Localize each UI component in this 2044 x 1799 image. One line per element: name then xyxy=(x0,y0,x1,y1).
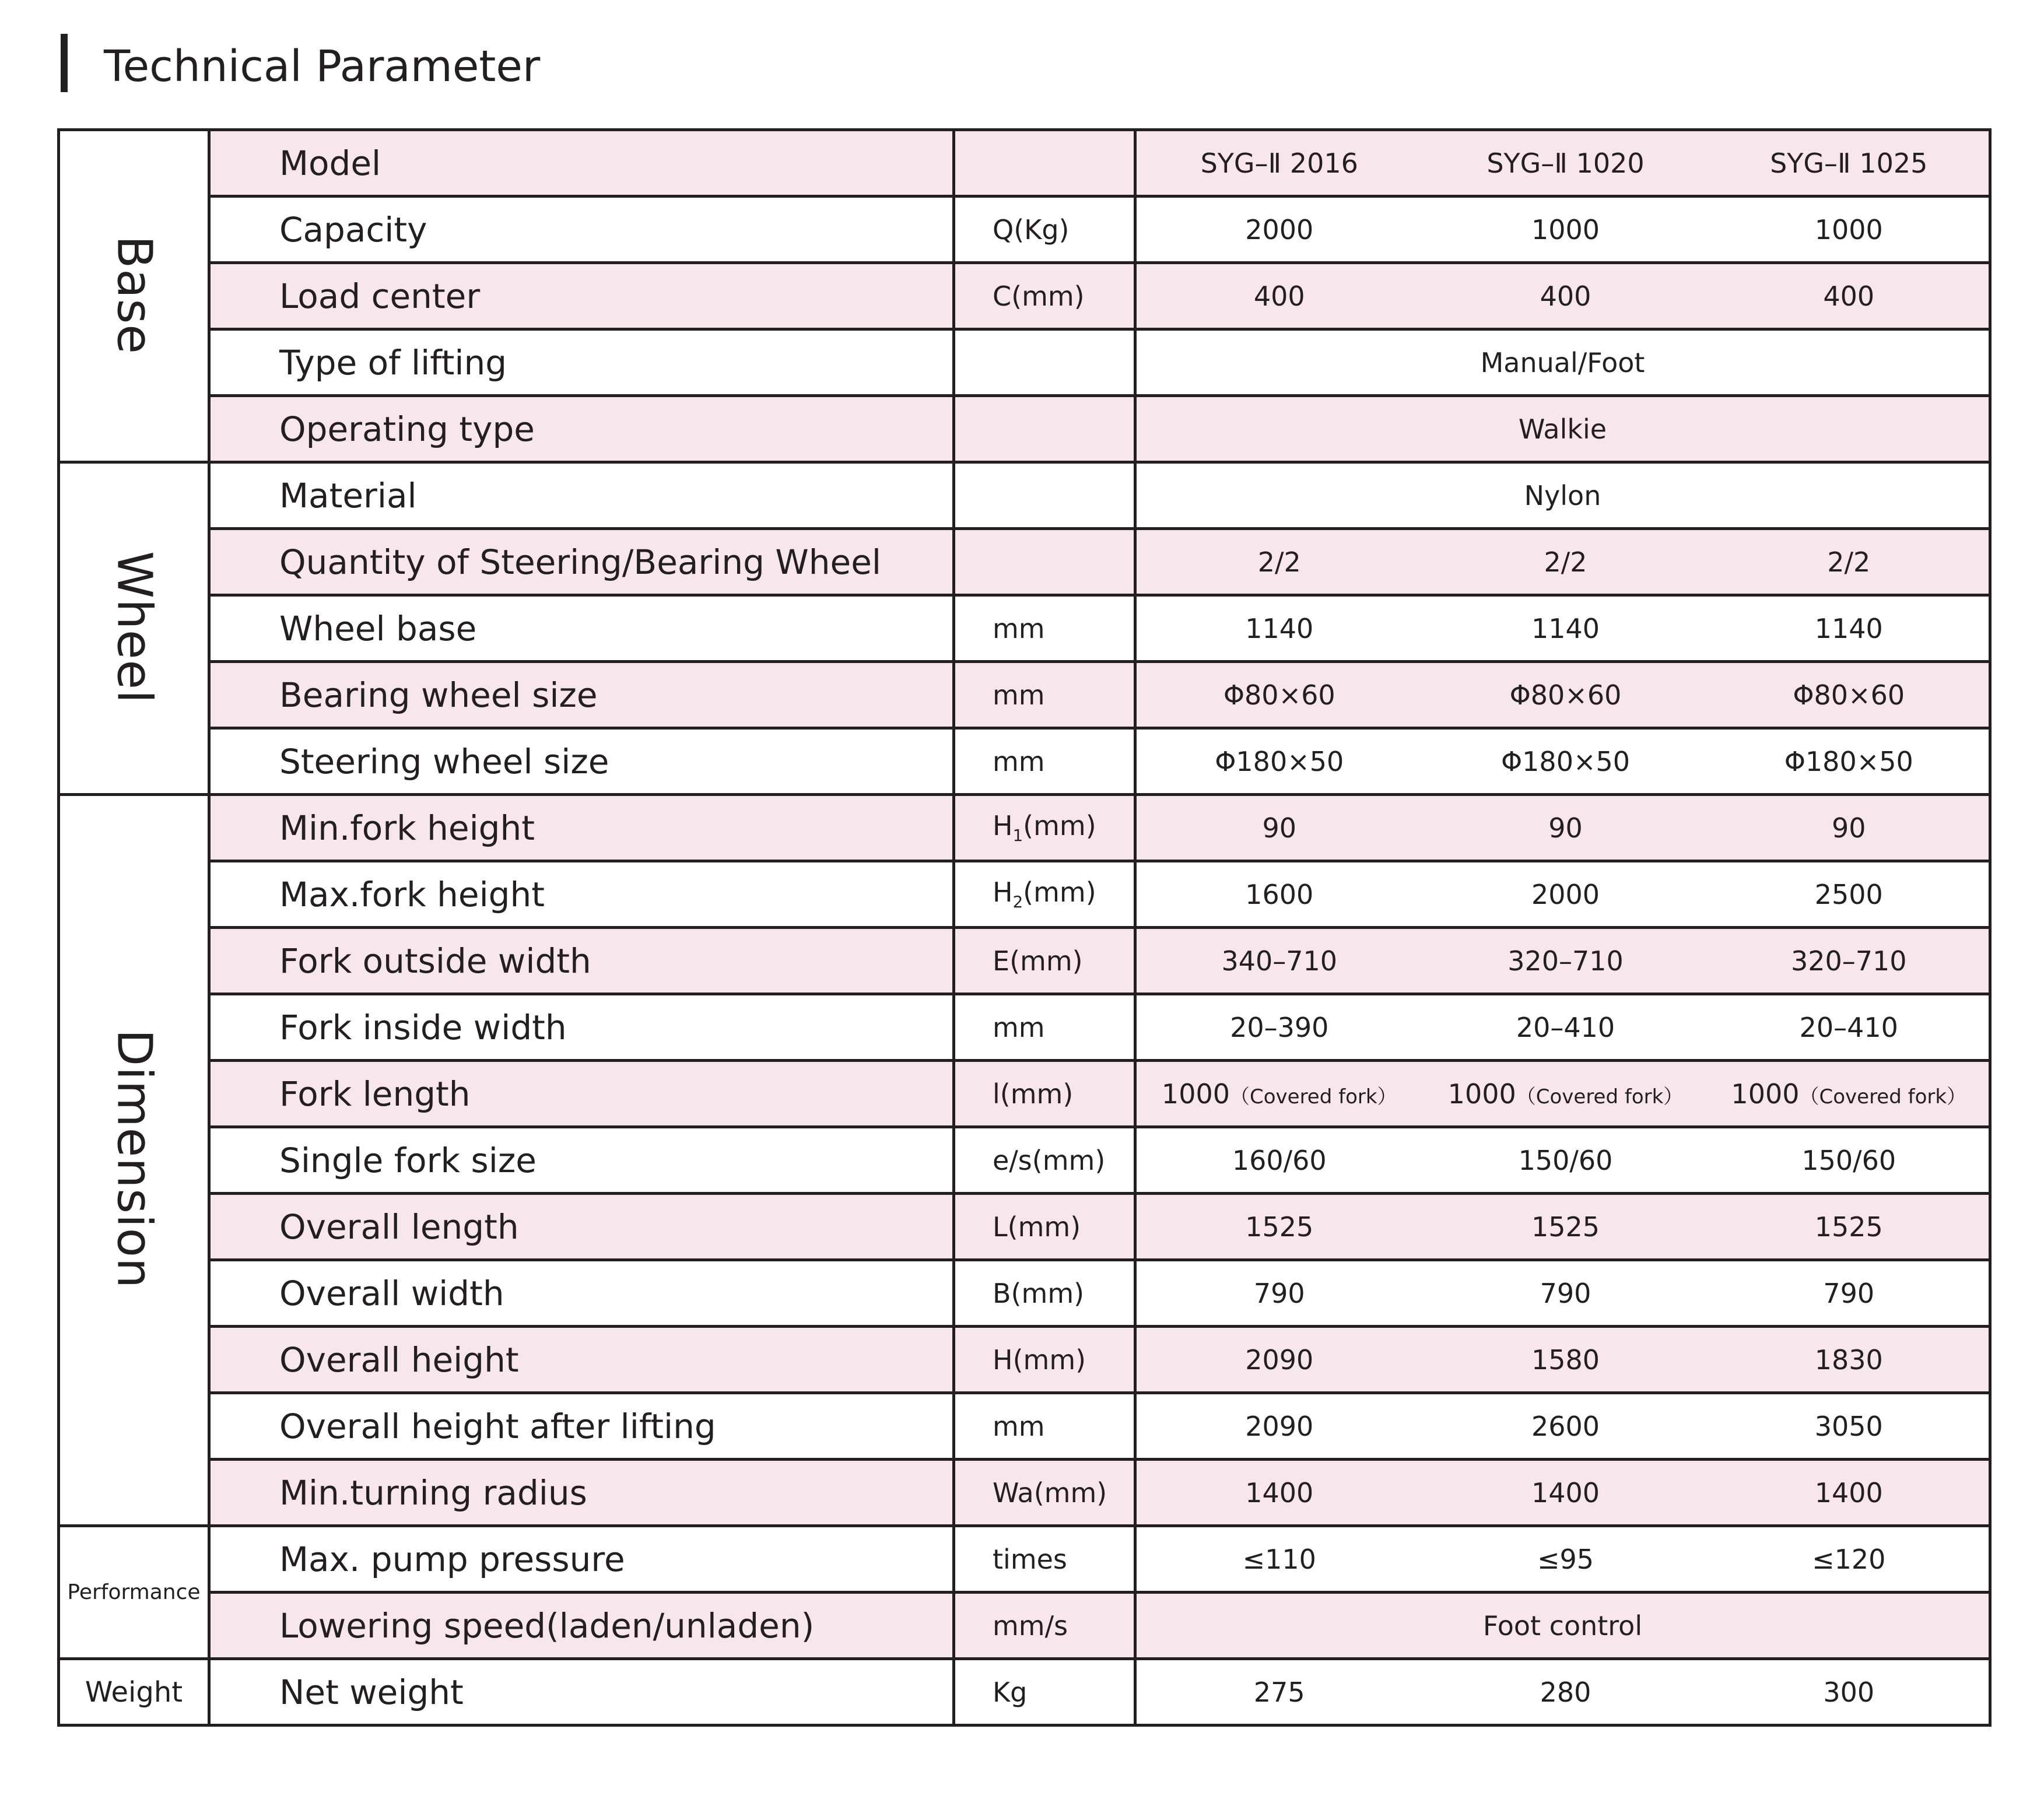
table-row-overall-height-after-lifting xyxy=(59,1393,1990,1460)
cell-value: 2000 xyxy=(1422,861,1709,928)
row-label: Overall length xyxy=(209,1194,954,1260)
cell-value: 90 xyxy=(1422,795,1709,861)
row-label: Capacity xyxy=(209,197,954,263)
cell-value: 400 xyxy=(1422,263,1709,329)
group-wheel xyxy=(59,462,209,795)
table-row-overall-height xyxy=(59,1327,1990,1393)
row-label: Min.turning radius xyxy=(209,1460,954,1526)
row-label: Operating type xyxy=(209,396,954,462)
cell-value: 790 xyxy=(1709,1260,1990,1327)
row-unit: C(mm) xyxy=(954,263,1135,329)
cell-value: 2/2 xyxy=(1709,529,1990,595)
cell-value: 1400 xyxy=(1135,1460,1422,1526)
cell-value: 20–410 xyxy=(1709,994,1990,1061)
cell-value: 400 xyxy=(1709,263,1990,329)
cell-value: 160/60 xyxy=(1135,1127,1422,1194)
row-unit: mm xyxy=(954,1393,1135,1460)
row-unit: mm xyxy=(954,728,1135,795)
cell-value: 1830 xyxy=(1709,1327,1990,1393)
model-header-2: SYG–Ⅱ 1020 xyxy=(1422,130,1709,197)
table-row-fork-inside-width xyxy=(59,994,1990,1061)
table-row-steering-wheel-size xyxy=(59,728,1990,795)
cell-value: 280 xyxy=(1422,1659,1709,1726)
title-accent-bar xyxy=(61,34,68,92)
row-label: Quantity of Steering/Bearing Wheel xyxy=(209,529,954,595)
table-row-load-center xyxy=(59,263,1990,329)
cell-value-merged: Manual/Foot xyxy=(1135,329,1990,396)
row-unit: Wa(mm) xyxy=(954,1460,1135,1526)
cell-value-merged: Walkie xyxy=(1135,396,1990,462)
cell-value: 1140 xyxy=(1135,595,1422,662)
cell-value: 1000（Covered fork） xyxy=(1709,1061,1990,1127)
table-row-material xyxy=(59,462,1990,529)
cell-value: 1600 xyxy=(1135,861,1422,928)
row-label: Min.fork height xyxy=(209,795,954,861)
cell-value: 320–710 xyxy=(1709,928,1990,994)
row-unit xyxy=(954,329,1135,396)
cell-value: 20–410 xyxy=(1422,994,1709,1061)
table-row-bearing-wheel-size xyxy=(59,662,1990,728)
group-weight xyxy=(59,1659,209,1726)
row-unit: $H_1(mm)$ xyxy=(954,795,1135,861)
row-label: Net weight xyxy=(209,1659,954,1726)
row-label: Overall height after lifting xyxy=(209,1393,954,1460)
cell-value: 2/2 xyxy=(1422,529,1709,595)
row-label: Steering wheel size xyxy=(209,728,954,795)
cell-value: 340–710 xyxy=(1135,928,1422,994)
cell-value: 150/60 xyxy=(1422,1127,1709,1194)
table-row-model xyxy=(59,130,1990,197)
cell-value: 300 xyxy=(1709,1659,1990,1726)
cell-value: 1000 xyxy=(1709,197,1990,263)
cell-value: 1400 xyxy=(1422,1460,1709,1526)
cell-value: 2000 xyxy=(1135,197,1422,263)
technical-parameter-table xyxy=(57,128,1992,1727)
cell-value: 2/2 xyxy=(1135,529,1422,595)
table-row-net-weight xyxy=(59,1659,1990,1726)
model-header-1: SYG–Ⅱ 2016 xyxy=(1135,130,1422,197)
group-label-dimension: Dimension xyxy=(106,1029,162,1289)
cell-value: Φ180×50 xyxy=(1135,728,1422,795)
cell-value: 90 xyxy=(1709,795,1990,861)
cell-value: 790 xyxy=(1135,1260,1422,1327)
row-label: Overall height xyxy=(209,1327,954,1393)
row-label: Material xyxy=(209,462,954,529)
row-label: Model xyxy=(209,130,954,197)
row-label: Fork outside width xyxy=(209,928,954,994)
group-label-performance: Performance xyxy=(67,1580,201,1604)
cell-value: 2090 xyxy=(1135,1393,1422,1460)
cell-value: ≤120 xyxy=(1709,1526,1990,1593)
row-unit: mm xyxy=(954,595,1135,662)
cell-value: 1000 xyxy=(1422,197,1709,263)
table-row-fork-outside-width xyxy=(59,928,1990,994)
cell-value: 3050 xyxy=(1709,1393,1990,1460)
row-unit: l(mm) xyxy=(954,1061,1135,1127)
cell-value: ≤110 xyxy=(1135,1526,1422,1593)
cell-value: Φ80×60 xyxy=(1422,662,1709,728)
row-label: Max. pump pressure xyxy=(209,1526,954,1593)
covered-fork-note: （Covered fork） xyxy=(1230,1085,1397,1109)
cell-value: 1140 xyxy=(1709,595,1990,662)
cell-value: 1580 xyxy=(1422,1327,1709,1393)
row-label: Fork length xyxy=(209,1061,954,1127)
cell-value: 275 xyxy=(1135,1659,1422,1726)
cell-value: 20–390 xyxy=(1135,994,1422,1061)
row-unit xyxy=(954,396,1135,462)
row-unit xyxy=(954,529,1135,595)
table-row-min-fork-height xyxy=(59,795,1990,861)
cell-value: Φ180×50 xyxy=(1422,728,1709,795)
cell-value: Φ180×50 xyxy=(1709,728,1990,795)
cell-value: 1400 xyxy=(1709,1460,1990,1526)
cell-value-merged: Foot control xyxy=(1135,1593,1990,1659)
table-row-lowering-speed xyxy=(59,1593,1990,1659)
table-row-fork-length xyxy=(59,1061,1990,1127)
row-label: Wheel base xyxy=(209,595,954,662)
cell-value: ≤95 xyxy=(1422,1526,1709,1593)
table-row-max-fork-height xyxy=(59,861,1990,928)
cell-value: 320–710 xyxy=(1422,928,1709,994)
cell-value: 1000（Covered fork） xyxy=(1135,1061,1422,1127)
table-row-overall-width xyxy=(59,1260,1990,1327)
group-label-weight: Weight xyxy=(85,1675,183,1709)
row-unit: e/s(mm) xyxy=(954,1127,1135,1194)
table-row-min-turning-radius xyxy=(59,1460,1990,1526)
row-unit xyxy=(954,462,1135,529)
row-label: Max.fork height xyxy=(209,861,954,928)
cell-value: Φ80×60 xyxy=(1135,662,1422,728)
row-unit: mm/s xyxy=(954,1593,1135,1659)
covered-fork-note: （Covered fork） xyxy=(1799,1085,1967,1109)
row-label: Single fork size xyxy=(209,1127,954,1194)
cell-value: 1525 xyxy=(1422,1194,1709,1260)
cell-value: Φ80×60 xyxy=(1709,662,1990,728)
cell-value: 1000（Covered fork） xyxy=(1422,1061,1709,1127)
group-label-base: Base xyxy=(106,235,162,355)
cell-value: 1525 xyxy=(1709,1194,1990,1260)
cell-value: 1140 xyxy=(1422,595,1709,662)
table-row-type-of-lifting xyxy=(59,329,1990,396)
cell-value: 790 xyxy=(1422,1260,1709,1327)
row-label: Load center xyxy=(209,263,954,329)
cell-value: 150/60 xyxy=(1709,1127,1990,1194)
model-header-3: SYG–Ⅱ 1025 xyxy=(1709,130,1990,197)
table-row-capacity xyxy=(59,197,1990,263)
group-dimension xyxy=(59,795,209,1526)
row-unit xyxy=(954,130,1135,197)
row-unit: mm xyxy=(954,994,1135,1061)
row-unit: Q(Kg) xyxy=(954,197,1135,263)
row-unit: times xyxy=(954,1526,1135,1593)
row-label: Lowering speed(laden/unladen) xyxy=(209,1593,954,1659)
cell-value: 2090 xyxy=(1135,1327,1422,1393)
row-unit: $H_2(mm)$ xyxy=(954,861,1135,928)
table-row-operating-type xyxy=(59,396,1990,462)
cell-value: 1525 xyxy=(1135,1194,1422,1260)
row-unit: H(mm) xyxy=(954,1327,1135,1393)
row-unit: B(mm) xyxy=(954,1260,1135,1327)
group-base xyxy=(59,130,209,462)
page-title: Technical Parameter xyxy=(104,41,541,92)
table-row-single-fork-size xyxy=(59,1127,1990,1194)
table-row-max-pump-pressure xyxy=(59,1526,1990,1593)
table-row-overall-length xyxy=(59,1194,1990,1260)
table-row-wheel-base xyxy=(59,595,1990,662)
row-label: Bearing wheel size xyxy=(209,662,954,728)
row-unit: Kg xyxy=(954,1659,1135,1726)
table-row-wheel-quantity xyxy=(59,529,1990,595)
covered-fork-note: （Covered fork） xyxy=(1516,1085,1684,1109)
group-performance xyxy=(59,1526,209,1659)
cell-value-merged: Nylon xyxy=(1135,462,1990,529)
row-label: Fork inside width xyxy=(209,994,954,1061)
cell-value: 2500 xyxy=(1709,861,1990,928)
cell-value: 90 xyxy=(1135,795,1422,861)
row-unit: mm xyxy=(954,662,1135,728)
row-unit: L(mm) xyxy=(954,1194,1135,1260)
group-label-wheel: Wheel xyxy=(106,550,162,704)
cell-value: 2600 xyxy=(1422,1393,1709,1460)
row-label: Type of lifting xyxy=(209,329,954,396)
row-label: Overall width xyxy=(209,1260,954,1327)
cell-value: 400 xyxy=(1135,263,1422,329)
row-unit: E(mm) xyxy=(954,928,1135,994)
